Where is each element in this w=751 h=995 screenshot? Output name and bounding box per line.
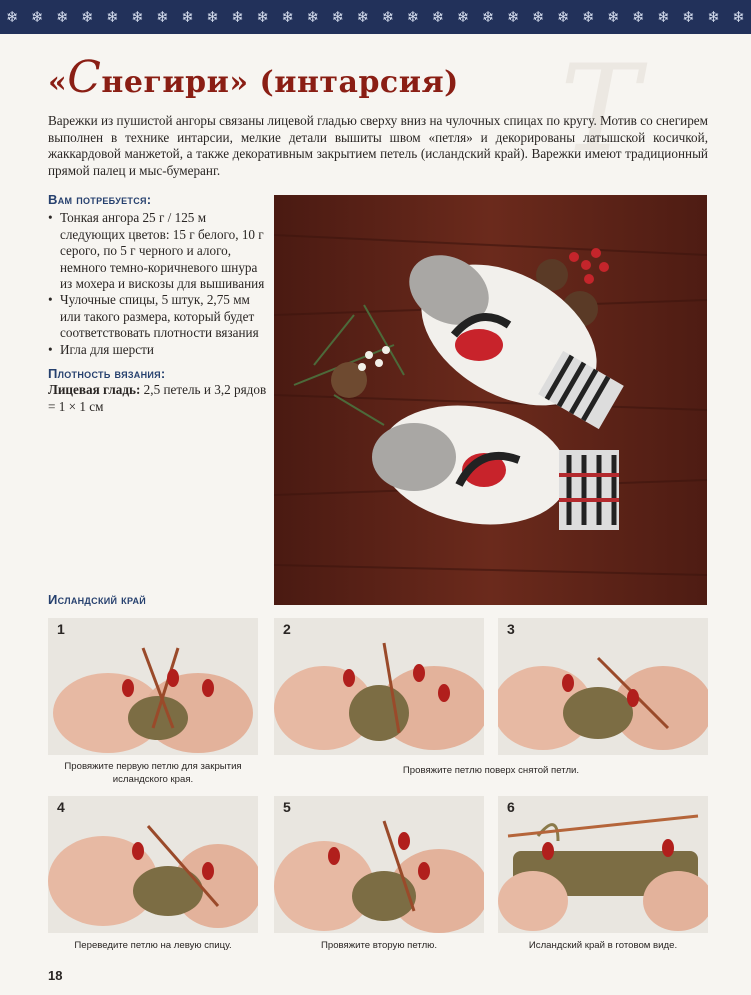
gauge-value: 2,5 петель и 3,2 рядов = 1 × 1 см — [48, 382, 267, 414]
knitting-hands-illustration — [48, 796, 258, 933]
list-item: • Тонкая ангора 25 г / 125 м следующих цветов: 15 г белого, 10 г серого, по 5 г черного и алого, немного темно-коричневого шнура из мохера и вискозы для вышивания — [48, 210, 268, 292]
knitting-hands-illustration — [498, 618, 708, 755]
materials-list — [48, 210, 268, 358]
gauge-label: Лицевая гладь: — [48, 382, 141, 398]
snowflake-icon: ❄ — [481, 7, 495, 26]
step-photo-6 — [498, 796, 708, 933]
step-caption-6: Исландский край в готовом виде. — [528, 940, 678, 951]
snowflake-icon: ❄ — [582, 7, 595, 26]
snowflake-icon: ❄ — [506, 7, 520, 26]
title-initial-letter: С — [67, 52, 102, 103]
section-heading-icelandic-edge: Исландский край — [48, 592, 147, 607]
decorative-snowflake-band — [0, 0, 751, 34]
snowflake-icon: ❄ — [331, 7, 345, 26]
materials-section — [48, 192, 268, 415]
snowflake-icon: ❄ — [381, 7, 395, 26]
step-number: 3 — [507, 621, 515, 637]
knitting-hands-illustration — [48, 618, 258, 755]
snowflake-icon: ❄ — [557, 7, 570, 26]
gauge-section — [48, 366, 268, 415]
snowflake-icon: ❄ — [431, 7, 445, 26]
step-number: 1 — [57, 621, 65, 637]
title-rest: негири» (интарсия) — [101, 65, 459, 100]
step-number: 4 — [57, 799, 65, 815]
snowflake-icon: ❄ — [406, 7, 420, 26]
step-photo-4 — [48, 796, 258, 933]
snowflake-icon: ❄ — [81, 7, 94, 26]
list-item: • Игла для шерсти — [48, 342, 268, 358]
mittens-photo — [274, 195, 707, 605]
snowflake-icon: ❄ — [256, 7, 270, 26]
snowflake-icon: ❄ — [456, 7, 470, 26]
snowflake-icon: ❄ — [607, 7, 620, 26]
decorative-watermark-letter: Т — [560, 40, 641, 179]
snowflake-icon: ❄ — [131, 7, 144, 26]
snowflake-icon: ❄ — [682, 7, 695, 26]
gauge-text — [48, 382, 268, 415]
gauge-heading: Плотность вязания: — [48, 366, 166, 382]
step-caption-1: Провяжите первую петлю для закрытия исландского края. — [64, 761, 242, 785]
snowflake-icon: ❄ — [181, 7, 194, 26]
knitting-hands-illustration — [274, 618, 484, 755]
knitting-hands-illustration — [498, 796, 708, 933]
list-item: • Чулочные спицы, 5 штук, 2,75 мм или такого размера, который будет соответствовать плотности вязания — [48, 292, 268, 341]
step-number: 2 — [283, 621, 291, 637]
page-number: 18 — [48, 968, 63, 983]
snowflake-icon: ❄ — [732, 7, 745, 26]
intro-paragraph: Варежки из пушистой ангоры связаны лицевой гладью сверху вниз на чулочных спицах по кругу. Мотив со снегирем выполнен в технике интарсии, мелкие детали вышиты швом «петля» и декорированы латышской косичкой, жаккардовой манжетой, а также декоративным закрытием петель (исландский край). Варежки имеют традиционный прямой палец и мыс-бумеранг. — [48, 113, 708, 178]
snowflake-icon: ❄ — [707, 7, 720, 26]
snowflake-icon: ❄ — [281, 7, 295, 26]
mittens-illustration — [274, 195, 707, 605]
snowflake-icon: ❄ — [6, 7, 19, 26]
snowflake-icon: ❄ — [156, 7, 169, 26]
step-caption-5: Провяжите вторую петлю. — [320, 940, 438, 951]
snowflake-icon: ❄ — [306, 7, 320, 26]
snowflake-icon: ❄ — [356, 7, 370, 26]
snowflake-icon: ❄ — [657, 7, 670, 26]
snowflake-icon: ❄ — [632, 7, 645, 26]
snowflake-icon: ❄ — [106, 7, 119, 26]
step-photo-2 — [274, 618, 484, 755]
step-caption-4: Переведите петлю на левую спицу. — [74, 940, 232, 951]
step-number: 6 — [507, 799, 515, 815]
step-photo-1 — [48, 618, 258, 755]
snowflake-icon: ❄ — [56, 7, 69, 26]
step-number: 5 — [283, 799, 291, 815]
snowflake-icon: ❄ — [206, 7, 219, 26]
snowflake-icon: ❄ — [531, 7, 545, 26]
snowflake-icon: ❄ — [31, 7, 44, 26]
materials-heading: Вам потребуется: — [48, 192, 152, 207]
step-photo-5 — [274, 796, 484, 933]
snowflake-icon: ❄ — [231, 7, 244, 26]
page-title — [48, 52, 459, 103]
step-caption-2-3: Провяжите петлю поверх снятой петли. — [402, 765, 580, 776]
knitting-hands-illustration — [274, 796, 484, 933]
step-photo-3 — [498, 618, 708, 755]
title-open-quote: « — [48, 65, 68, 100]
